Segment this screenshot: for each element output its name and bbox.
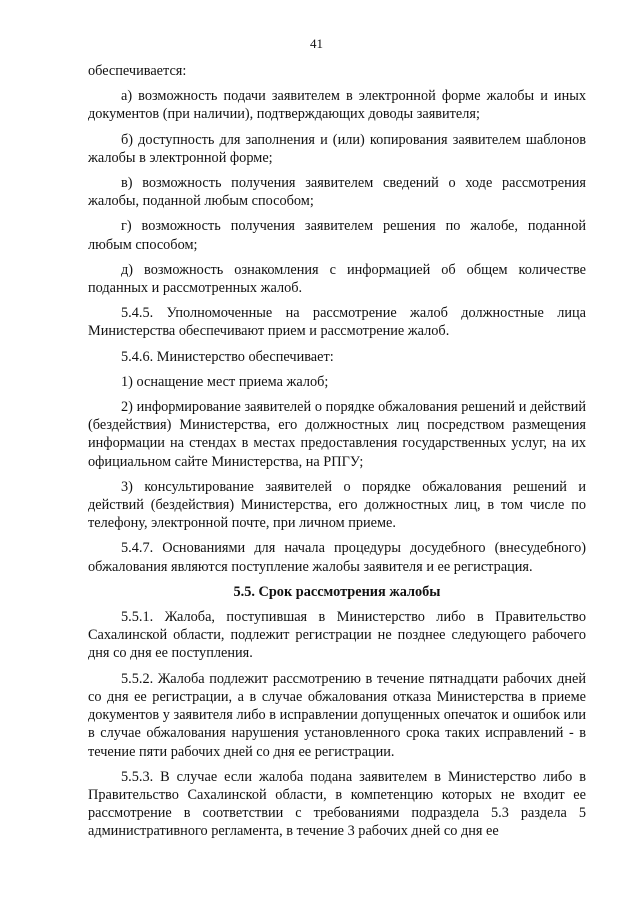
paragraph: обеспечивается: [88,63,187,79]
paragraph: 5.5.2. Жалоба подлежит рассмотрению в течение пятнадцати рабочих дней со дня ее регистрации, а в случае обжалования отказа Министерства в приеме документов у заявителя либо в исправлении допущенных опечаток и ошибок или в случае обжалования нарушения установленного срока таких исправлений - в течение пяти рабочих дней со дня ее регистрации. [88,670,586,760]
paragraph: 5.5.1. Жалоба, поступившая в Министерство либо в Правительство Сахалинской области, подлежит регистрации не позднее следующего рабочего дня со дня ее поступления. [88,609,586,662]
paragraph: г) возможность получения заявителем решения по жалобе, поданной любым способом; [88,218,586,253]
paragraph: 5.5.3. В случае если жалоба подана заявителем в Министерство либо в Правительство Сахалинской области, в компетенцию которых не входит ее рассмотрение в соответствии с требованиями подраздела 5.3 раздела 5 административного регламента, в течение 3 рабочих дней со дня ее [88,768,586,840]
paragraph: 5.4.5. Уполномоченные на рассмотрение жалоб должностные лица Министерства обеспечивают прием и рассмотрение жалоб. [88,305,586,340]
paragraph: 1) оснащение мест приема жалоб; [121,373,329,390]
paragraph: д) возможность ознакомления с информацией об общем количестве поданных и рассмотренных жалоб. [88,261,586,297]
paragraph: а) возможность подачи заявителем в электронной форме жалобы и иных документов (при наличии), подтверждающих доводы заявителя; [88,88,586,123]
document-body [88,62,586,848]
paragraph: в) возможность получения заявителем сведений о ходе рассмотрения жалобы, поданной любым способом; [88,175,586,210]
page-number: 41 [310,36,323,51]
paragraph: б) доступность для заполнения и (или) копирования заявителем шаблонов жалобы в электронной форме; [88,131,586,166]
paragraph: 5.4.7. Основаниями для начала процедуры досудебного (внесудебного) обжалования являются поступление жалобы заявителя и ее регистрация. [88,540,586,575]
paragraph: 2) информирование заявителей о порядке обжалования решений и действий (бездействия) Министерства, его должностных лиц посредством размещения информации на стендах в местах предоставления государственных услуг, на их официальном сайте Министерства, на РПГУ; [88,399,586,470]
paragraph: 3) консультирование заявителей о порядке обжалования решений и действий (бездействия) Министерства, его должностных лиц, в том числе по телефону, электронной почте, при личном приеме. [88,478,586,532]
paragraph: 5.4.6. Министерство обеспечивает: [121,348,334,365]
section-heading: 5.5. Срок рассмотрения жалобы [233,583,441,600]
